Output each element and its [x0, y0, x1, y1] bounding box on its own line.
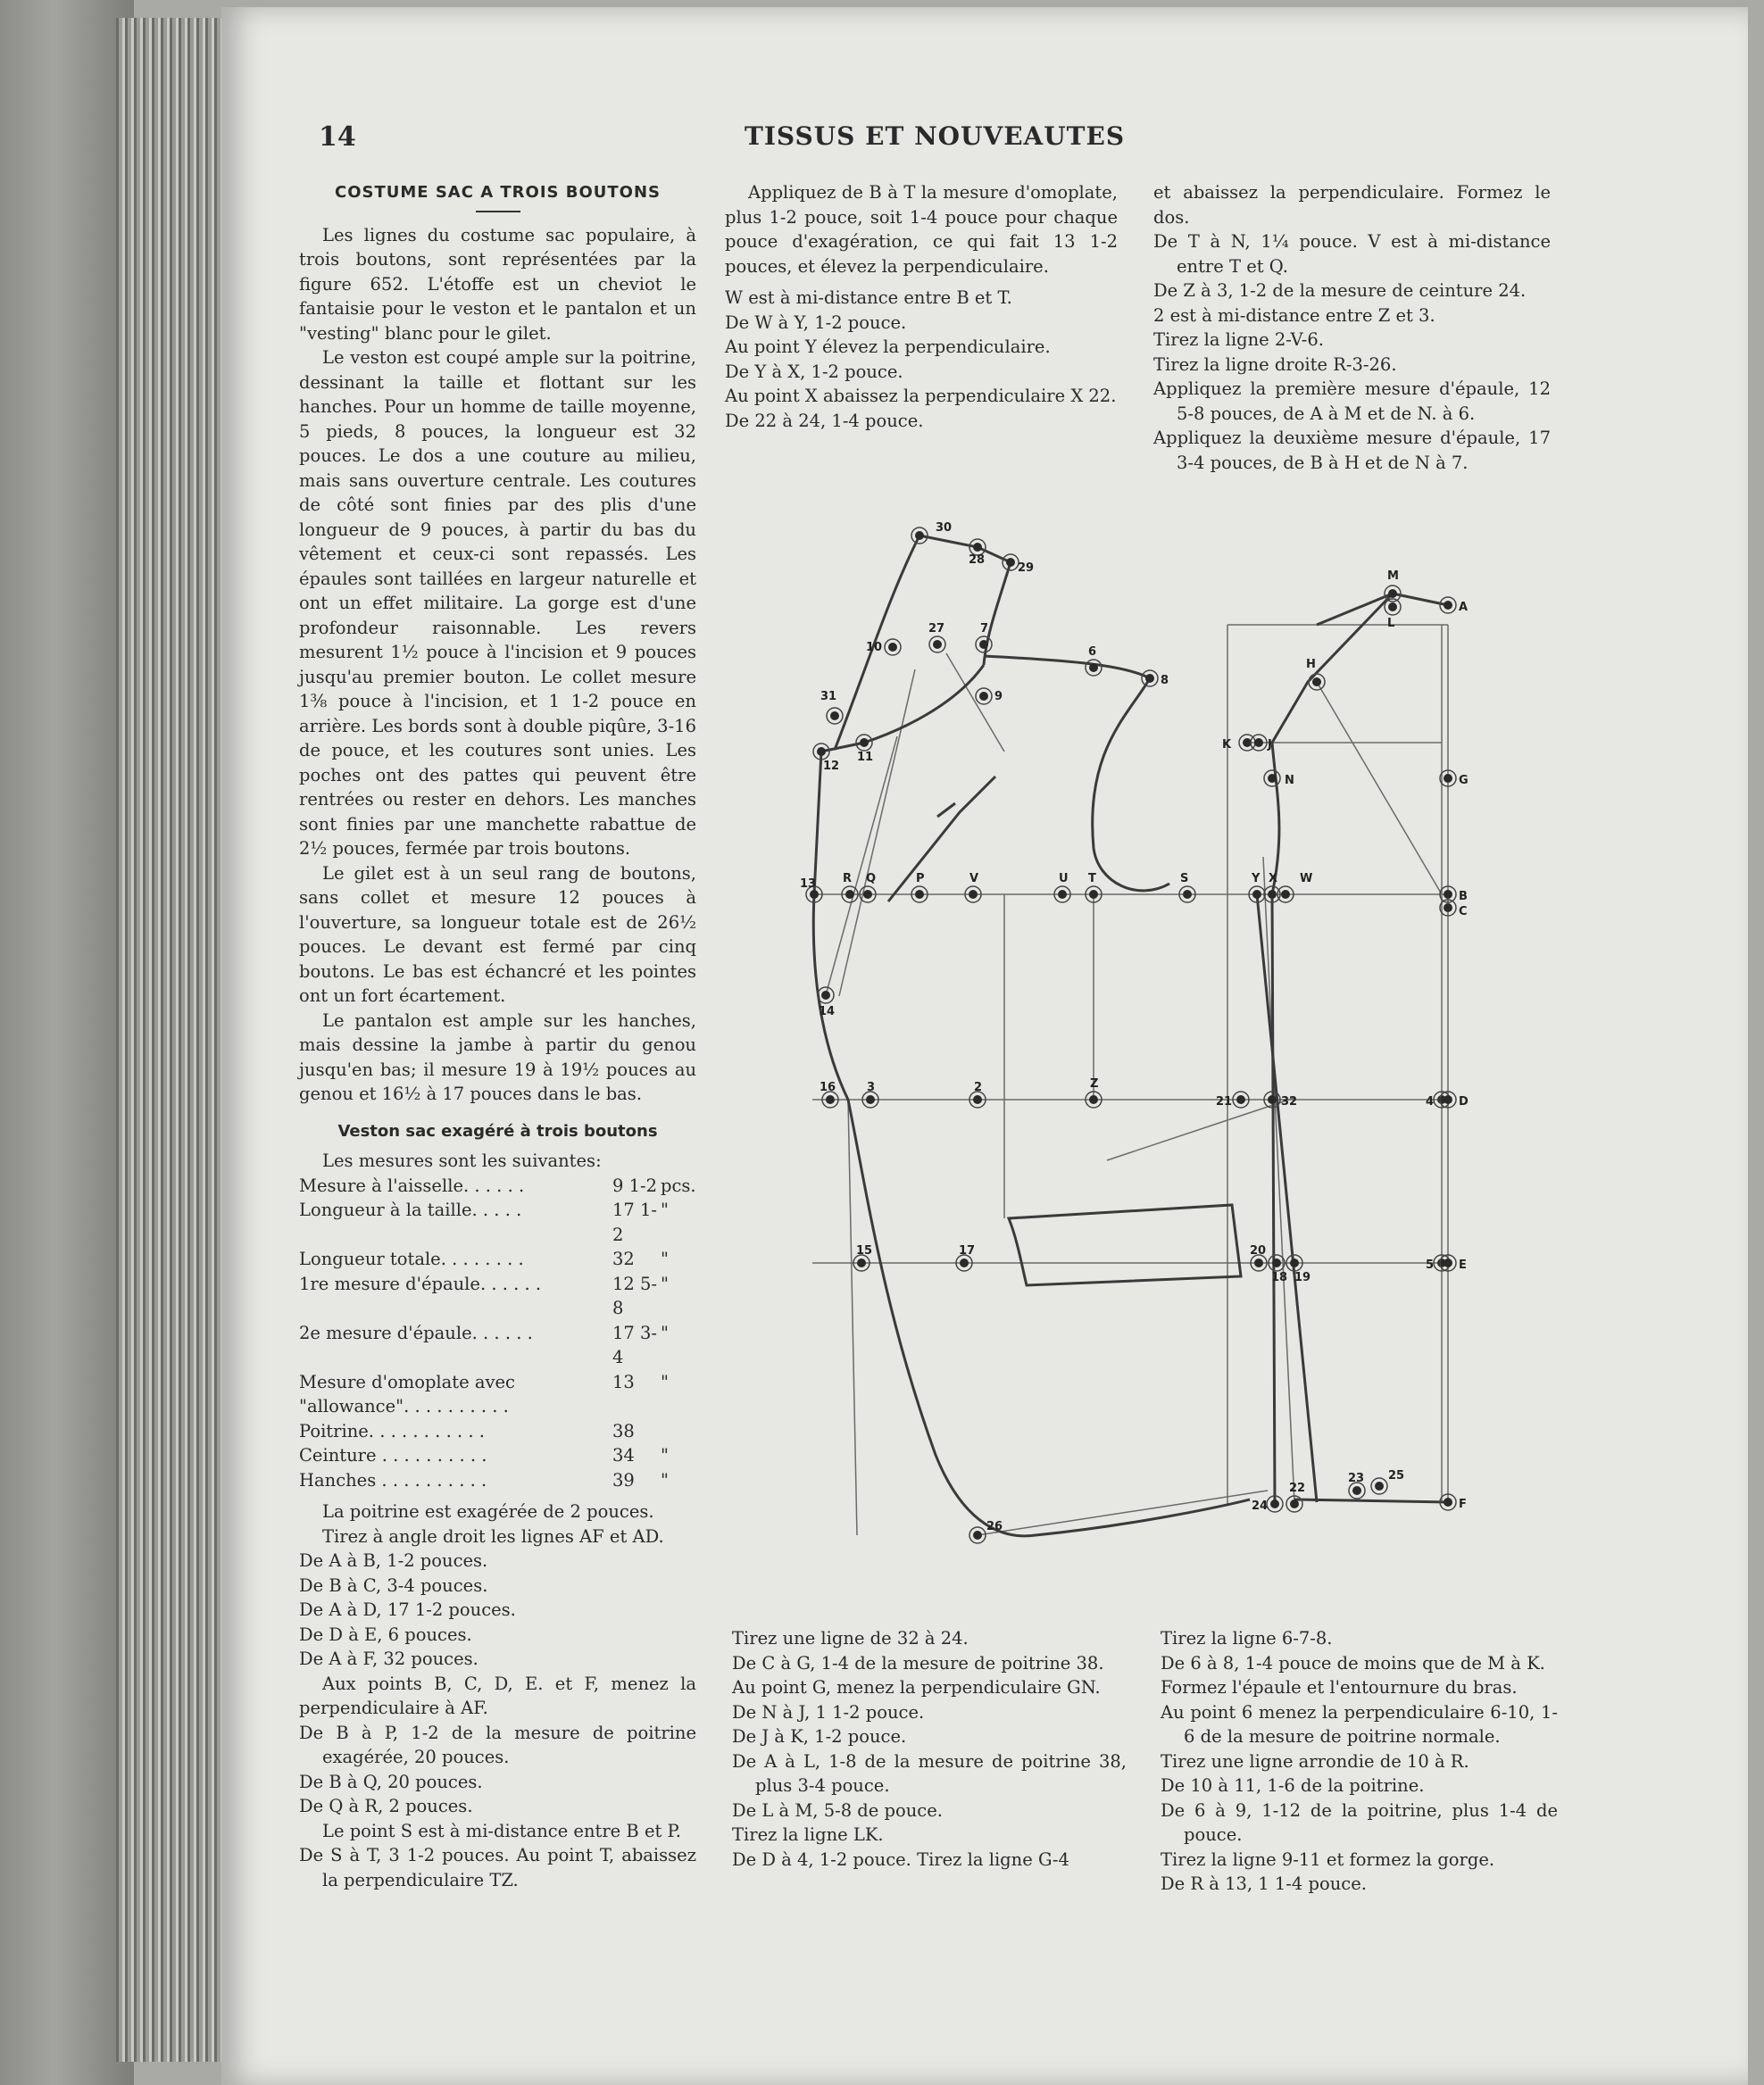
- instruction-line: De Z à 3, 1-2 de la mesure de ceinture 24.: [1153, 280, 1527, 301]
- pattern-point-label: A: [1459, 601, 1469, 614]
- paragraph: La poitrine est exagérée de 2 pouces.: [322, 1501, 654, 1522]
- pattern-point: [1444, 1498, 1452, 1507]
- pattern-point-label: R: [843, 872, 853, 885]
- table-row: [299, 1247, 696, 1272]
- pattern-point: [1444, 1095, 1452, 1104]
- instruction-line: Tirez la ligne 9-11 et formez la gorge.: [1161, 1848, 1495, 1870]
- pattern-point: [1375, 1482, 1384, 1491]
- pattern-point-label: M: [1387, 569, 1399, 583]
- pattern-point-label: 22: [1289, 1482, 1306, 1495]
- instruction-line: De R à 13, 1 1-4 pouce.: [1161, 1873, 1367, 1894]
- paragraph: Le pantalon est ample sur les hanches, mais dessine la jambe à partir du genou jusqu'en bas; il mesure 19 à 19½ pouces au genou et 16½ à 17 pouces dans le bas.: [299, 1009, 696, 1104]
- subheading: Veston sac exagéré à trois boutons: [337, 1121, 658, 1141]
- instruction-line: De 22 à 24, 1-4 pouce.: [725, 410, 924, 431]
- pattern-point: [973, 1531, 982, 1540]
- instruction-line: De Q à R, 2 pouces.: [299, 1796, 473, 1816]
- pattern-point-label: E: [1459, 1258, 1467, 1272]
- measure-unit: ": [661, 1469, 669, 1491]
- measure-label: Mesure d'omoplate avec "allowance". . . . . . . . . .: [299, 1371, 515, 1416]
- measure-label: Poitrine. . . . . . . . . . .: [299, 1420, 485, 1441]
- pattern-point: [1254, 738, 1263, 747]
- instruction-line: Tirez une ligne arrondie de 10 à R.: [1161, 1750, 1469, 1772]
- pattern-point-label: S: [1180, 872, 1189, 885]
- pattern-point-label: 15: [856, 1244, 873, 1258]
- pattern-point-label: N: [1285, 774, 1294, 787]
- pattern-point-label: 31: [820, 690, 837, 703]
- column-3: [1153, 180, 1551, 475]
- pattern-point: [1444, 601, 1452, 610]
- pattern-point: [1268, 1095, 1277, 1104]
- pattern-point: [1312, 677, 1321, 686]
- pattern-point-label: 3: [867, 1081, 876, 1094]
- pattern-point-label: 25: [1388, 1469, 1405, 1483]
- pattern-point-label: 12: [823, 760, 840, 773]
- pattern-point-label: F: [1459, 1498, 1467, 1511]
- pattern-point: [1252, 890, 1261, 899]
- pattern-point: [1183, 890, 1192, 899]
- page-edges: [116, 18, 223, 2062]
- pattern-point: [973, 1095, 982, 1104]
- instruction-line: Appliquez la première mesure d'épaule, 12 5-8 pouces, de A à M et de N. à 6.: [1153, 378, 1551, 424]
- pattern-point-label: 19: [1294, 1271, 1311, 1284]
- instruction-line: De D à E, 6 pouces.: [299, 1624, 472, 1645]
- table-row: [299, 1419, 696, 1444]
- pattern-point: [1006, 558, 1015, 567]
- measure-unit: [661, 1419, 696, 1444]
- pattern-point: [933, 640, 942, 649]
- instruction-line: De A à B, 1-2 pouces.: [299, 1550, 488, 1571]
- pattern-point: [1270, 1499, 1279, 1508]
- instruction-line: Tirez la ligne 6-7-8.: [1161, 1628, 1333, 1649]
- pattern-point-label: 5: [1426, 1258, 1435, 1272]
- measure-label: Ceinture . . . . . . . . . .: [299, 1445, 487, 1466]
- pattern-point-label: X: [1269, 872, 1278, 885]
- instruction-line: Tirez une ligne de 32 à 24.: [732, 1628, 969, 1649]
- pattern-point: [1352, 1486, 1361, 1495]
- pattern-point: [826, 1095, 835, 1104]
- pattern-point: [866, 1095, 875, 1104]
- pattern-point-label: 30: [936, 521, 953, 535]
- pattern-point-label: U: [1059, 872, 1069, 885]
- measure-value: 17 1-2: [612, 1200, 658, 1245]
- paragraph: Les mesures sont les suivantes:: [322, 1150, 602, 1171]
- pattern-point-label: 28: [969, 553, 986, 567]
- instruction-line: Formez l'épaule et l'entournure du bras.: [1161, 1677, 1518, 1698]
- column-1: [299, 180, 696, 1892]
- instruction-line: De S à T, 3 1-2 pouces. Au point T, abaissez la perpendiculaire TZ.: [299, 1845, 696, 1890]
- measure-value: 39: [612, 1469, 635, 1491]
- pattern-point-label: 2: [974, 1081, 983, 1094]
- pattern-point-label: C: [1459, 905, 1468, 918]
- pattern-point: [1089, 890, 1098, 899]
- pattern-point: [1268, 774, 1277, 783]
- measure-value: 32: [612, 1249, 635, 1269]
- pattern-point-label: 18: [1271, 1271, 1288, 1284]
- instruction-line: De A à F, 32 pouces.: [299, 1649, 478, 1669]
- instruction-line: Tirez la ligne 2-V-6.: [1153, 329, 1324, 350]
- instruction-line: De L à M, 5-8 de pouce.: [732, 1799, 943, 1821]
- instruction-line: Au point X abaissez la perpendiculaire X 22.: [725, 386, 1117, 406]
- pattern-point: [973, 543, 982, 552]
- table-row: [299, 1468, 696, 1493]
- pattern-point-label: Q: [866, 872, 877, 885]
- pattern-point-label: Y: [1252, 872, 1261, 885]
- pattern-point-label: 24: [1252, 1499, 1269, 1513]
- paragraph: Les lignes du costume sac populaire, à trois boutons, sont représentées par la figure 652. L'étoffe est un cheviot le fantaisie pour le veston et le pantalon et un "vesting" blanc pour le gilet.: [299, 224, 696, 344]
- pattern-point-label: 21: [1216, 1095, 1233, 1109]
- pattern-point: [1444, 774, 1452, 783]
- paragraph: et abaissez la perpendiculaire. Formez le dos.: [1153, 182, 1551, 228]
- pattern-point-label: 14: [819, 1005, 836, 1018]
- pattern-point-label: W: [1300, 872, 1313, 885]
- table-row: [299, 1443, 696, 1468]
- measure-unit: ": [661, 1249, 669, 1269]
- pattern-point: [1290, 1499, 1299, 1508]
- instruction-line: W est à mi-distance entre B et T.: [725, 287, 1012, 308]
- measure-label: 2e mesure d'épaule. . . . . .: [299, 1322, 533, 1343]
- paragraph: Le point S est à mi-distance entre B et P.: [322, 1820, 681, 1841]
- pattern-point: [1388, 602, 1397, 611]
- pattern-point-label: D: [1459, 1095, 1469, 1109]
- measurements-table: [299, 1174, 696, 1493]
- instruction-line: De D à 4, 1-2 pouce. Tirez la ligne G-4: [732, 1848, 1069, 1870]
- measure-value: 34: [612, 1445, 635, 1466]
- pattern-point-label: 17: [959, 1244, 976, 1258]
- instruction-line: 2 est à mi-distance entre Z et 3.: [1153, 304, 1435, 326]
- pattern-point-label: 13: [800, 877, 817, 891]
- pattern-point-label: 27: [928, 622, 945, 635]
- paragraph: Tirez à angle droit les lignes AF et AD.: [322, 1525, 664, 1547]
- pattern-point-label: 16: [820, 1081, 836, 1094]
- pattern-point: [810, 890, 819, 899]
- measure-value: 9 1-2: [612, 1175, 658, 1196]
- pattern-point-label: L: [1387, 617, 1395, 630]
- instruction-line: De 6 à 8, 1-4 pouce de moins que de M à K.: [1161, 1652, 1545, 1674]
- measure-unit: ": [661, 1273, 669, 1294]
- pattern-points: [806, 527, 1456, 1543]
- instruction-line: De Y à X, 1-2 pouce.: [725, 361, 903, 382]
- measure-unit: ": [661, 1371, 669, 1392]
- paragraph: Aux points B, C, D, E. et F, menez la perpendiculaire à AF.: [299, 1673, 696, 1718]
- pattern-point: [860, 738, 869, 747]
- measure-unit: ": [661, 1200, 669, 1220]
- instruction-line: Appliquez la deuxième mesure d'épaule, 17 3-4 pouces, de B à H et de N à 7.: [1153, 428, 1551, 473]
- pattern-point: [863, 890, 872, 899]
- pattern-point-label: H: [1306, 658, 1316, 671]
- pattern-point-label: B: [1459, 890, 1468, 903]
- measure-label: Longueur totale. . . . . . . .: [299, 1249, 524, 1269]
- pattern-point: [888, 643, 897, 652]
- pattern-point-label: 32: [1281, 1095, 1298, 1109]
- pattern-point: [1290, 1258, 1299, 1267]
- pattern-point: [1444, 1258, 1452, 1267]
- column-5: [1161, 1626, 1558, 1897]
- measure-label: Longueur à la taille. . . . .: [299, 1200, 522, 1220]
- pattern-point-label: K: [1222, 738, 1232, 752]
- heading-rule: [476, 211, 520, 212]
- pattern-point-label: 29: [1018, 561, 1035, 575]
- measure-unit: ": [661, 1445, 669, 1466]
- measure-unit: ": [661, 1322, 669, 1343]
- table-row: [299, 1174, 696, 1199]
- pattern-point: [1058, 890, 1067, 899]
- paragraph: Appliquez de B à T la mesure d'omoplate, plus 1-2 pouce, soit 1-4 pouce pour chaque pouce d'exagération, ce qui fait 13 1-2 pouces, et élevez la perpendiculaire.: [725, 182, 1118, 277]
- pattern-point: [1281, 890, 1290, 899]
- measure-value: 12 5-8: [612, 1273, 658, 1318]
- page-number: 14: [319, 121, 356, 153]
- pattern-point-label: 4: [1426, 1095, 1435, 1109]
- pattern-point: [857, 1258, 866, 1267]
- instruction-line: Tirez la ligne LK.: [732, 1824, 884, 1845]
- running-title: TISSUS ET NOUVEAUTES: [745, 121, 1126, 151]
- instruction-line: De A à D, 17 1-2 pouces.: [299, 1599, 516, 1620]
- pattern-point: [1089, 663, 1098, 672]
- pattern-point-label: Z: [1090, 1077, 1099, 1091]
- table-row: [299, 1321, 696, 1370]
- pattern-point: [1089, 1095, 1098, 1104]
- paragraph: Le veston est coupé ample sur la poitrine, dessinant la taille et flottant sur les hanches. Pour un homme de taille moyenne, 5 pieds, 8 pouces, la longueur est 32 pouces. Le dos a une couture au milieu, mais sans ouverture centrale. Les coutures de côté sont finies par des plis d'une longueur de 9 pouces, à partir du bas du vêtement et ceux-ci sont repassés. Les épaules sont taillées en largeur naturelle et ont un effet militaire. La gorge est d'une profondeur raisonnable. Les revers mesurent 1½ pouce à l'incision et 9 pouces jusqu'au premier bouton. Le collet mesure 1⅜ pouce à l'incision, et 1 1-2 pouce en arrière. Les bords sont à double piqûre, 3-16 de pouce, et les coutures sont unies. Les poches ont des pattes qui peuvent être rentrées ou rester en dehors. Les manches sont finies par une manchette rabattue de 2½ pouces, fermée par trois boutons.: [299, 347, 696, 859]
- instruction-line: De B à C, 3-4 pouces.: [299, 1574, 488, 1596]
- measure-value: 17 3-4: [612, 1322, 658, 1367]
- pattern-point-label: G: [1459, 774, 1469, 787]
- pattern-point-label: 10: [866, 641, 883, 654]
- book-binding: [0, 0, 134, 2085]
- pattern-point-label: 23: [1348, 1472, 1365, 1485]
- pattern-point-label: V: [969, 872, 979, 885]
- pattern-point: [1444, 903, 1452, 912]
- instruction-line: De C à G, 1-4 de la mesure de poitrine 38.: [732, 1652, 1104, 1674]
- pattern-point: [1388, 589, 1397, 598]
- pattern-point: [830, 711, 839, 720]
- pattern-diagram: [786, 509, 1571, 1607]
- pattern-point: [821, 991, 830, 1000]
- pattern-point-label: P: [916, 872, 925, 885]
- pattern-point-label: 20: [1250, 1244, 1267, 1258]
- measure-value: 13: [612, 1371, 635, 1392]
- pattern-point-label: 6: [1088, 645, 1097, 659]
- instruction-line: De N à J, 1 1-2 pouce.: [732, 1701, 925, 1723]
- pattern-point-label: 8: [1161, 674, 1169, 687]
- measure-label: Mesure à l'aisselle. . . . . .: [299, 1175, 525, 1196]
- pattern-point: [1272, 1258, 1281, 1267]
- pattern-point: [969, 890, 978, 899]
- section-heading: COSTUME SAC A TROIS BOUTONS: [334, 183, 662, 202]
- table-row: [299, 1272, 696, 1321]
- table-row: [299, 1198, 696, 1247]
- pattern-point: [979, 640, 988, 649]
- instruction-line: De J à K, 1-2 pouce.: [732, 1726, 907, 1747]
- instruction-line: De 10 à 11, 1-6 de la poitrine.: [1161, 1775, 1425, 1796]
- paragraph: Le gilet est à un seul rang de boutons, sans collet et mesure 12 pouces à l'ouverture, sa longueur totale est de 26½ pouces. Le devant est fermé par cinq boutons. Le bas est échancré et les pointes ont un fort écartement.: [299, 862, 696, 1006]
- pattern-point-label: J: [1268, 738, 1272, 752]
- pattern-point-label: 11: [857, 751, 874, 764]
- measure-value: 38: [612, 1420, 635, 1441]
- pattern-point: [817, 747, 826, 756]
- pattern-point: [960, 1258, 969, 1267]
- pattern-point-label: 7: [980, 622, 989, 635]
- measure-label: 1re mesure d'épaule. . . . . .: [299, 1273, 542, 1294]
- measure-label: Hanches . . . . . . . . . .: [299, 1469, 487, 1491]
- instruction-line: De W à Y, 1-2 pouce.: [725, 312, 907, 333]
- instruction-line: De B à P, 1-2 de la mesure de poitrine exagérée, 20 pouces.: [299, 1722, 696, 1767]
- pattern-point-label: 9: [994, 690, 1003, 703]
- instruction-line: De B à Q, 20 pouces.: [299, 1771, 483, 1792]
- pattern-point: [1444, 890, 1452, 899]
- instruction-line: Au point G, menez la perpendiculaire GN.: [732, 1677, 1101, 1698]
- instruction-line: De 6 à 9, 1-12 de la poitrine, plus 1-4 de pouce.: [1161, 1799, 1558, 1845]
- column-4: [732, 1626, 1127, 1872]
- pattern-point-label: T: [1088, 872, 1096, 885]
- pattern-point: [1236, 1095, 1245, 1104]
- pattern-point: [979, 692, 988, 701]
- pattern-point: [915, 890, 924, 899]
- instruction-line: Au point Y élevez la perpendiculaire.: [725, 336, 1051, 357]
- measure-unit: pcs.: [661, 1175, 696, 1196]
- instruction-line: De A à L, 1-8 de la mesure de poitrine 38, plus 3-4 pouce.: [732, 1750, 1127, 1796]
- column-2: [725, 180, 1118, 433]
- table-row: [299, 1370, 696, 1419]
- instruction-line: Au point 6 menez la perpendiculaire 6-10, 1-6 de la mesure de poitrine normale.: [1161, 1701, 1558, 1747]
- pattern-point: [1145, 674, 1154, 683]
- pattern-point: [1254, 1258, 1263, 1267]
- instruction-line: Tirez la ligne droite R-3-26.: [1153, 353, 1397, 375]
- pattern-point: [845, 890, 854, 899]
- pattern-point-label: 26: [986, 1520, 1003, 1533]
- instruction-line: De T à N, 1¼ pouce. V est à mi-distance entre T et Q.: [1153, 231, 1551, 277]
- pattern-point: [1268, 890, 1277, 899]
- pattern-point: [915, 531, 924, 540]
